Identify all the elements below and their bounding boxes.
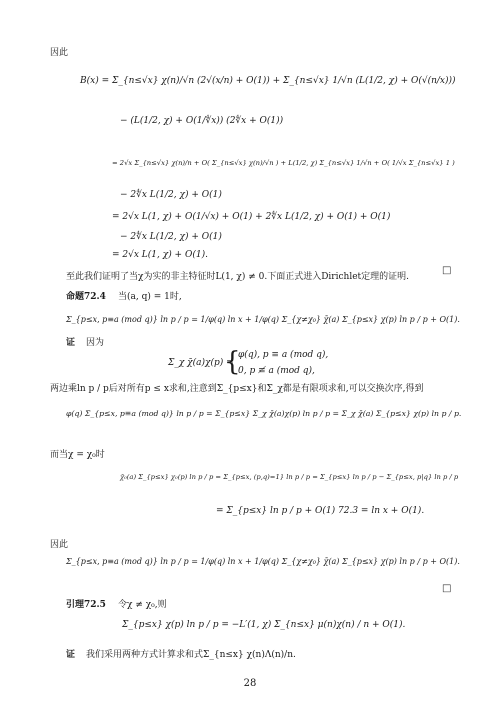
intro-word: 因此	[50, 48, 69, 58]
principal-intro: 而当χ = χ₀时	[50, 450, 105, 460]
therefore-word: 因此	[50, 540, 69, 550]
proof-2-label: 证	[66, 650, 76, 660]
proof-2-text: 我们采用两种方式计算求和式Σ_{n≤x} χ(n)Λ(n)/n.	[86, 650, 296, 660]
equation-line-5: = 2√x L(1, χ) + O(1/√x) + O(1) + 2∜x L(1/2, χ) + O(1) + O(1)	[112, 212, 391, 222]
proof-intro: 因为	[86, 338, 105, 348]
proof-body: 两边乘ln p / p后对所有p ≤ x求和,注意到Σ_{p≤x}和Σ_χ都是有限项求和,可以交换次序,得到	[50, 384, 424, 394]
formula-swap: φ(q) Σ_{p≤x, p≡a (mod q)} ln p / p = Σ_{p≤x} Σ_χ χ̄(a)χ(p) ln p / p = Σ_χ χ̄(a) Σ_{p≤x} χ(p) ln p / p.	[66, 409, 462, 418]
formula-principal-1: χ̄₀(a) Σ_{p≤x} χ₀(p) ln p / p = Σ_{p≤x, (p,q)=1} ln p / p = Σ_{p≤x} ln p / p − Σ_{p≤x, p|q} ln p / p	[120, 473, 459, 481]
formula-final: Σ_{p≤x, p≡a (mod q)} ln p / p = 1/φ(q) ln x + 1/φ(q) Σ_{χ≠χ₀} χ̄(a) Σ_{p≤x} χ(p) ln p / p + O(1).	[66, 557, 460, 566]
equation-line-7: = 2√x L(1, χ) + O(1).	[112, 250, 208, 260]
formula-principal-2: = Σ_{p≤x} ln p / p + O(1) 72.3 = ln x + O(1).	[216, 506, 425, 516]
proposition-formula: Σ_{p≤x, p≡a (mod q)} ln p / p = 1/φ(q) ln x + 1/φ(q) Σ_{χ≠χ₀} χ̄(a) Σ_{p≤x} χ(p) ln p / p + O(1).	[66, 315, 460, 324]
equation-line-2: − (L(1/2, χ) + O(1/∜x)) (2∜x + O(1))	[120, 116, 284, 126]
case-1: φ(q), p ≡ a (mod q),	[238, 350, 329, 360]
page-number: 28	[243, 678, 257, 689]
equation-line-3: = 2√x Σ_{n≤√x} χ(n)/n + O( Σ_{n≤√x} χ(n)/√n ) + L(1/2, χ) Σ_{n≤√x} 1/√n + O( 1/√x Σ_{n≤√x} 1 )	[112, 159, 455, 167]
cases-lhs: Σ_χ χ̄(a)χ(p) =	[168, 358, 234, 368]
qed-square: □	[442, 583, 452, 594]
equation-line-4: − 2∜x L(1/2, χ) + O(1)	[120, 190, 222, 200]
conclusion-line: 至此我们证明了当χ为实的非主特征时L(1, χ) ≠ 0.下面正式进入Dirichlet定理的证明.	[66, 272, 409, 282]
cases-brace: {	[224, 347, 241, 377]
lemma-label: 引理72.5	[66, 600, 106, 610]
case-2: 0, p ≢ a (mod q),	[238, 366, 315, 376]
lemma-statement: 令χ ≠ χ₀,则	[118, 600, 167, 610]
lemma-formula: Σ_{p≤x} χ(p) ln p / p = −L′(1, χ) Σ_{n≤x} μ(n)χ(n) / n + O(1).	[122, 620, 406, 630]
proposition-statement: 当(a, q) = 1时,	[118, 292, 182, 302]
equation-line-1: B(x) = Σ_{n≤√x} χ(n)/√n (2√(x/n) + O(1)) + Σ_{n≤√x} 1/√n (L(1/2, χ) + O(√(n/x)))	[80, 76, 456, 86]
qed-square: □	[442, 265, 452, 276]
proof-label: 证	[66, 338, 76, 348]
proposition-label: 命题72.4	[66, 292, 106, 302]
equation-line-6: − 2∜x L(1/2, χ) + O(1)	[120, 232, 222, 242]
